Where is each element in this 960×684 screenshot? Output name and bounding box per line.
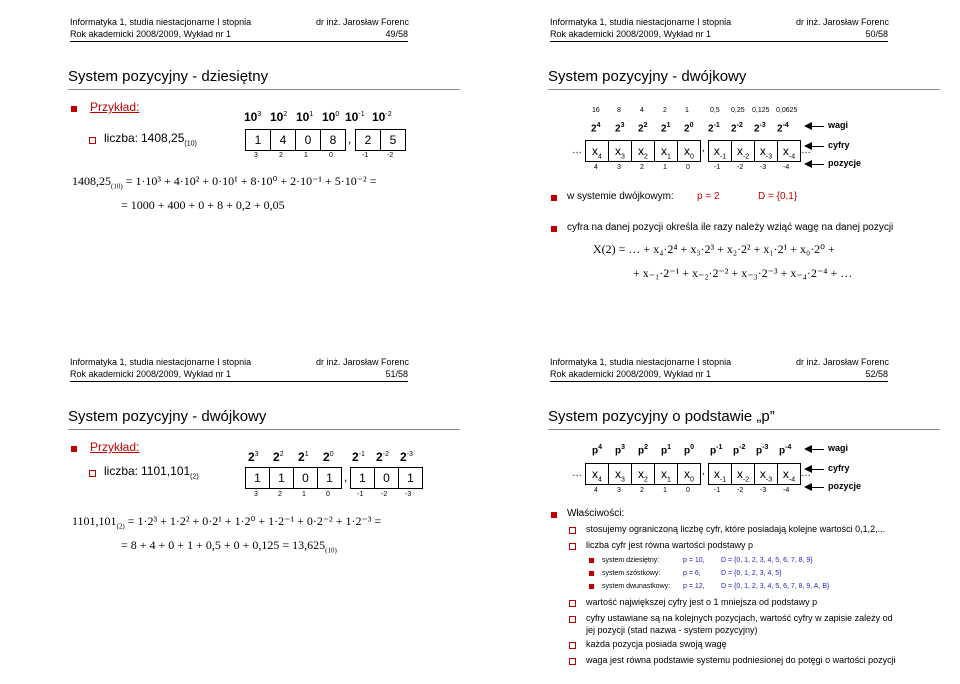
digit-box: 0 bbox=[374, 467, 399, 489]
slide-title: System pozycyjny o podstawie „p” bbox=[548, 408, 775, 425]
arrow-line bbox=[810, 469, 824, 470]
position: 4 bbox=[594, 487, 598, 494]
power: $2^2$ bbox=[638, 122, 648, 135]
label-digits: cyfry bbox=[828, 140, 850, 150]
power-10-2: $10^2$ bbox=[270, 110, 288, 124]
system-text: w systemie dwójkowym: bbox=[567, 191, 674, 202]
position: 0 bbox=[329, 152, 333, 159]
course-line: Informatyka 1, studia niestacjonarne I stopnia bbox=[550, 357, 732, 367]
power: $2^4$ bbox=[591, 122, 601, 135]
digit-box: 1 bbox=[350, 467, 375, 489]
digit-box: $x_0$ bbox=[677, 463, 701, 485]
digit-box: 2 bbox=[355, 129, 381, 151]
position: 4 bbox=[594, 164, 598, 171]
label-positions: pozycje bbox=[828, 481, 862, 491]
year-line: Rok akademicki 2008/2009, Wykład nr 1 bbox=[550, 29, 712, 39]
digit-box: $x_{-2}$ bbox=[731, 463, 755, 485]
digit-box: $x_{-3}$ bbox=[754, 463, 778, 485]
weight: 16 bbox=[592, 107, 600, 114]
position: 2 bbox=[640, 164, 644, 171]
power: $p^{-3}$ bbox=[756, 444, 769, 457]
system-d: D = {0, 1, 2, 3, 4, 5, 6, 7, 8, 9, A, B} bbox=[721, 583, 830, 590]
slide-title: System pozycyjny - dziesiętny bbox=[68, 68, 269, 85]
year-line: Rok akademicki 2008/2009, Wykład nr 1 bbox=[70, 29, 232, 39]
page-number: 49/58 bbox=[385, 29, 408, 39]
sub-bullet-icon bbox=[89, 470, 96, 477]
system-name: system dziesiętny: bbox=[602, 557, 660, 564]
bullet-icon bbox=[551, 226, 557, 232]
arrow-line bbox=[810, 146, 824, 147]
label-weights: wagi bbox=[828, 120, 849, 130]
property-text: wartość największej cyfry jest o 1 mniejsza od podstawy p bbox=[586, 597, 818, 607]
power: $2^1$ bbox=[661, 122, 671, 135]
author: dr inż. Jarosław Forenc bbox=[316, 357, 410, 367]
slide-header bbox=[8, 12, 470, 48]
position: 3 bbox=[254, 491, 258, 498]
slide-header bbox=[488, 12, 950, 48]
property-text: każda pozycja posiada swoją wagę bbox=[586, 639, 727, 649]
digit-box: 1 bbox=[317, 467, 342, 489]
digit-box: 1 bbox=[398, 467, 423, 489]
digit-box: $x_2$ bbox=[631, 140, 655, 162]
power: $2^{-4}$ bbox=[777, 122, 789, 135]
header-rule bbox=[550, 41, 888, 42]
digit-box: 5 bbox=[380, 129, 406, 151]
weight: 4 bbox=[640, 107, 644, 114]
course-line: Informatyka 1, studia niestacjonarne I stopnia bbox=[70, 17, 252, 27]
position: -2 bbox=[387, 152, 394, 159]
formula-line-1: X(2) = … + x₄·2⁴ + x₃·2³ + x₂·2² + x₁·2¹ + x₀·2⁰ + bbox=[593, 242, 835, 256]
power: $2^{-3}$ bbox=[400, 450, 413, 464]
example-label: Przykład: bbox=[90, 100, 140, 114]
position: 2 bbox=[278, 491, 282, 498]
position: -2 bbox=[737, 164, 744, 171]
number-value: $1101,101_{(2)}$ bbox=[141, 464, 199, 481]
digit-box: $x_3$ bbox=[608, 463, 632, 485]
position: -1 bbox=[714, 164, 721, 171]
position: -4 bbox=[783, 487, 790, 494]
power: $2^{-2}$ bbox=[731, 122, 743, 135]
header-rule bbox=[70, 381, 408, 382]
power: $p^4$ bbox=[592, 444, 603, 457]
digit-box: $x_2$ bbox=[631, 463, 655, 485]
slide-52 bbox=[488, 352, 950, 674]
digit-box: 8 bbox=[320, 129, 346, 151]
digit-note: cyfra na danej pozycji określa ile razy należy wziąć wagę na danej pozycji bbox=[567, 222, 894, 233]
arrow-line bbox=[810, 449, 824, 450]
author: dr inż. Jarosław Forenc bbox=[796, 17, 890, 27]
arrow-line bbox=[810, 164, 824, 165]
property-text: waga jest równa podstawie systemu podniesionej do potęgi o wartości pozycji bbox=[586, 655, 896, 665]
sub-bullet-icon bbox=[569, 600, 576, 607]
digit-box: $x_{-4}$ bbox=[777, 140, 801, 162]
sub-bullet-icon bbox=[569, 658, 576, 665]
digit-box: $x_{-3}$ bbox=[754, 140, 778, 162]
ellipsis: … bbox=[572, 468, 582, 479]
sub-bullet-icon bbox=[569, 543, 576, 550]
position: 3 bbox=[617, 487, 621, 494]
header-rule bbox=[550, 381, 888, 382]
title-rule bbox=[68, 429, 460, 430]
power: $2^2$ bbox=[273, 450, 284, 464]
number-label: liczba: bbox=[104, 464, 139, 478]
digit-box: $x_4$ bbox=[585, 140, 609, 162]
position: -3 bbox=[405, 491, 412, 498]
system-p: p = 10, bbox=[683, 557, 705, 564]
power: $p^{-4}$ bbox=[779, 444, 792, 457]
digit-box: $x_1$ bbox=[654, 140, 678, 162]
position: 3 bbox=[617, 164, 621, 171]
slide-49 bbox=[8, 12, 470, 334]
weight: 0,0625 bbox=[776, 107, 798, 114]
equation-line-2: = $8 + 4 + 0 + 1 + 0,5 + 0 + 0,125 = 13,625_{(10)}$ bbox=[121, 538, 337, 555]
digit-box: 1 bbox=[245, 467, 270, 489]
position: 1 bbox=[302, 491, 306, 498]
position: 3 bbox=[254, 152, 258, 159]
power: $p^0$ bbox=[684, 444, 695, 457]
position: -1 bbox=[357, 491, 364, 498]
sub-bullet-icon bbox=[569, 642, 576, 649]
power-10-m2: $10^{-2}$ bbox=[372, 110, 392, 124]
weight: 0,125 bbox=[752, 107, 770, 114]
digit-box: 1 bbox=[269, 467, 294, 489]
power: $2^3$ bbox=[615, 122, 625, 135]
position: -2 bbox=[737, 487, 744, 494]
bullet-icon bbox=[589, 571, 594, 576]
base-value: p = 2 bbox=[697, 191, 720, 202]
equation-line-2: = 1000 + 400 + 0 + 8 + 0,2 + 0,05 bbox=[121, 198, 285, 212]
slide-header bbox=[488, 352, 950, 388]
digit-box: $x_4$ bbox=[585, 463, 609, 485]
label-positions: pozycje bbox=[828, 158, 862, 168]
power: $2^1$ bbox=[298, 450, 309, 464]
comma: , bbox=[702, 143, 705, 154]
course-line: Informatyka 1, studia niestacjonarne I stopnia bbox=[70, 357, 252, 367]
position: -4 bbox=[783, 164, 790, 171]
system-p: p = 6, bbox=[683, 570, 701, 577]
comma: , bbox=[344, 470, 348, 484]
sub-bullet-icon bbox=[89, 137, 96, 144]
digit-box: 0 bbox=[295, 129, 321, 151]
bullet-icon bbox=[551, 195, 557, 201]
property-text: stosujemy ograniczoną liczbę cyfr, które posiadają kolejne wartości 0,1,2,... bbox=[586, 524, 886, 534]
comma: , bbox=[348, 132, 352, 146]
title-rule bbox=[548, 89, 940, 90]
label-digits: cyfry bbox=[828, 463, 850, 473]
digit-box: $x_{-1}$ bbox=[708, 140, 732, 162]
power: $2^0$ bbox=[684, 122, 694, 135]
equation-line-1: $1408,25_{(10)} = 1\cdot 10^3 + 4\cdot 10^2 + 0\cdot 10^1 + 8\cdot 10^0 + 2\cdot 10^{-1} + 5\cdot 10^{-2}$ = bbox=[72, 174, 377, 191]
position: 0 bbox=[686, 164, 690, 171]
position: 1 bbox=[304, 152, 308, 159]
bullet-icon bbox=[71, 446, 77, 452]
bullet-icon bbox=[71, 106, 77, 112]
ellipsis: … bbox=[801, 145, 811, 156]
property-text: liczba cyfr jest równa wartości podstawy p bbox=[586, 540, 754, 550]
position: -3 bbox=[760, 487, 767, 494]
power-10-m1: $10^{-1}$ bbox=[345, 110, 365, 124]
position: 0 bbox=[326, 491, 330, 498]
digit-box: $x_{-1}$ bbox=[708, 463, 732, 485]
weight: 1 bbox=[685, 107, 689, 114]
system-d: D = {0, 1, 2, 3, 4, 5} bbox=[721, 570, 782, 577]
digit-box: $x_1$ bbox=[654, 463, 678, 485]
position: 0 bbox=[686, 487, 690, 494]
author: dr inż. Jarosław Forenc bbox=[796, 357, 890, 367]
digit-box: 4 bbox=[270, 129, 296, 151]
number-value: $1408,25_{(10)}$ bbox=[141, 131, 197, 148]
property-text: jej pozycji (stad nazwa - system pozycyjny) bbox=[586, 625, 758, 635]
digit-box: $x_3$ bbox=[608, 140, 632, 162]
example-label: Przykład: bbox=[90, 440, 140, 454]
digit-set: D = {0,1} bbox=[758, 191, 798, 202]
system-p: p = 12, bbox=[683, 583, 705, 590]
digit-box: 0 bbox=[293, 467, 318, 489]
digit-box: $x_{-2}$ bbox=[731, 140, 755, 162]
power: $2^{-2}$ bbox=[376, 450, 389, 464]
power: $p^2$ bbox=[638, 444, 649, 457]
number-label: liczba: bbox=[104, 131, 139, 145]
system-name: system dwunastkowy: bbox=[602, 583, 671, 590]
label-weights: wagi bbox=[828, 443, 849, 453]
header-rule bbox=[70, 41, 408, 42]
slide-title: System pozycyjny - dwójkowy bbox=[68, 408, 267, 425]
digit-box: 1 bbox=[245, 129, 271, 151]
system-d: D = {0, 1, 2, 3, 4, 5, 6, 7, 8, 9} bbox=[721, 557, 813, 564]
arrow-line bbox=[810, 126, 824, 127]
digit-box: $x_0$ bbox=[677, 140, 701, 162]
power-10-3: $10^3$ bbox=[244, 110, 262, 124]
year-line: Rok akademicki 2008/2009, Wykład nr 1 bbox=[70, 369, 232, 379]
power: $2^0$ bbox=[323, 450, 334, 464]
position: 1 bbox=[663, 164, 667, 171]
author: dr inż. Jarosław Forenc bbox=[316, 17, 410, 27]
bullet-icon bbox=[551, 512, 557, 518]
position: -2 bbox=[381, 491, 388, 498]
formula-line-2: + x₋₁·2⁻¹ + x₋₂·2⁻² + x₋₃·2⁻³ + x₋₄·2⁻⁴ + … bbox=[633, 266, 853, 280]
sub-bullet-icon bbox=[569, 616, 576, 623]
slide-header bbox=[8, 352, 470, 388]
slide-51 bbox=[8, 352, 470, 674]
slide-title: System pozycyjny - dwójkowy bbox=[548, 68, 747, 85]
weight: 0,5 bbox=[710, 107, 720, 114]
equation-line-1: $1101,101_{(2)} = 1\cdot 2^3 + 1\cdot 2^2 + 0\cdot 2^1 + 1\cdot 2^0 + 1\cdot 2^{-1} + 0\cdot 2^{-2} + 1\cdot 2^{-3}$ = bbox=[72, 514, 382, 531]
course-line: Informatyka 1, studia niestacjonarne I stopnia bbox=[550, 17, 732, 27]
year-line: Rok akademicki 2008/2009, Wykład nr 1 bbox=[550, 369, 712, 379]
ellipsis: … bbox=[572, 145, 582, 156]
system-name: system szóstkowy: bbox=[602, 570, 661, 577]
weight: 2 bbox=[663, 107, 667, 114]
page-number: 50/58 bbox=[865, 29, 888, 39]
bullet-icon bbox=[589, 584, 594, 589]
comma: , bbox=[702, 466, 705, 477]
title-rule bbox=[68, 89, 460, 90]
page-number: 51/58 bbox=[385, 369, 408, 379]
position: -3 bbox=[760, 164, 767, 171]
title-rule bbox=[548, 429, 940, 430]
power-10-1: $10^1$ bbox=[296, 110, 314, 124]
power-10-0: $10^0$ bbox=[322, 110, 340, 124]
sub-bullet-icon bbox=[569, 527, 576, 534]
bullet-icon bbox=[589, 558, 594, 563]
props-title: Właściwości: bbox=[567, 508, 625, 519]
digit-box: $x_{-4}$ bbox=[777, 463, 801, 485]
ellipsis: … bbox=[801, 468, 811, 479]
power: $p^{-2}$ bbox=[733, 444, 746, 457]
position: -1 bbox=[362, 152, 369, 159]
position: 1 bbox=[663, 487, 667, 494]
power: $2^{-1}$ bbox=[352, 450, 365, 464]
arrow-line bbox=[810, 487, 824, 488]
weight: 8 bbox=[617, 107, 621, 114]
slide-50 bbox=[488, 12, 950, 334]
page-number: 52/58 bbox=[865, 369, 888, 379]
weight: 0,25 bbox=[731, 107, 745, 114]
power: $2^{-3}$ bbox=[754, 122, 766, 135]
position: 2 bbox=[640, 487, 644, 494]
power: $p^3$ bbox=[615, 444, 626, 457]
position: 2 bbox=[279, 152, 283, 159]
property-text: cyfry ustawiane są na kolejnych pozycjach, wartość cyfry w zapisie zależy od bbox=[586, 613, 893, 623]
power: $p^1$ bbox=[661, 444, 672, 457]
power: $2^3$ bbox=[248, 450, 259, 464]
power: $p^{-1}$ bbox=[710, 444, 723, 457]
position: -1 bbox=[714, 487, 721, 494]
power: $2^{-1}$ bbox=[708, 122, 720, 135]
